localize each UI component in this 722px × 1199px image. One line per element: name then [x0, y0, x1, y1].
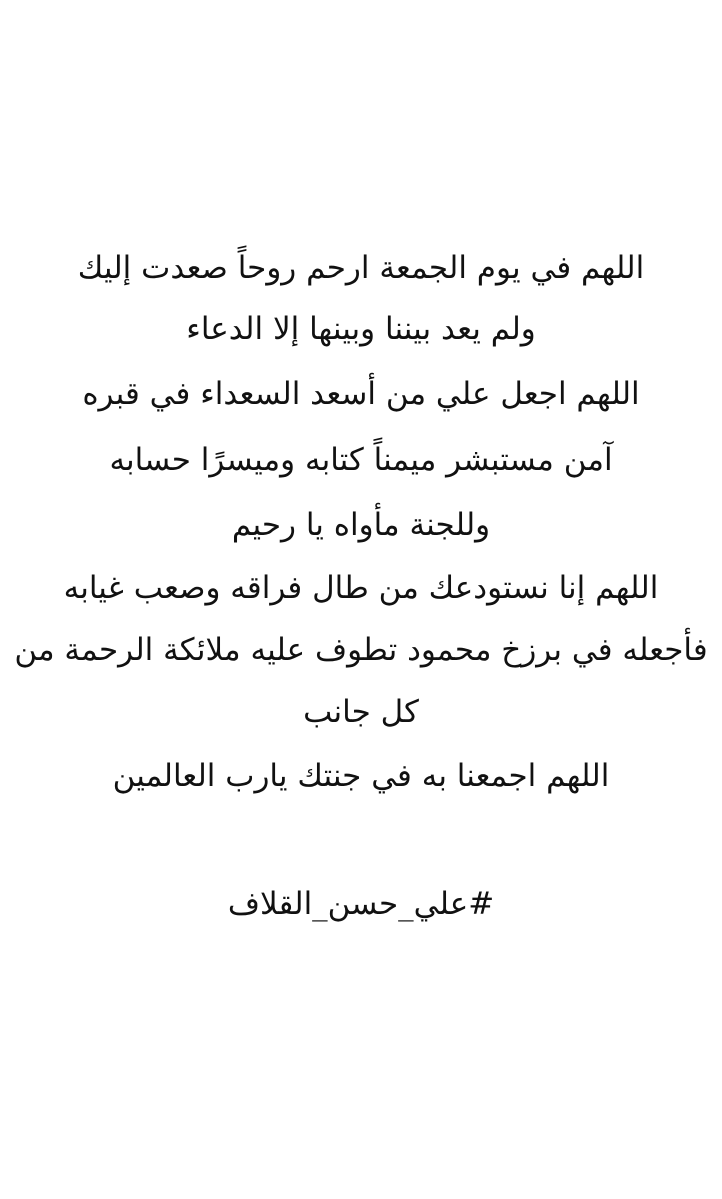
poem-line-5: وللجنة مأواه يا رحيم — [231, 507, 491, 543]
poem-line-1: اللهم في يوم الجمعة ارحم روحاً صعدت إليك — [77, 250, 645, 286]
poem-line-7: فأجعله في برزخ محمود تطوف عليه ملائكة الرحمة من — [14, 632, 708, 668]
author-hashtag: #علي_حسن_القلاف — [227, 886, 495, 922]
poem-line-4: آمن مستبشر ميمناً كتابه وميسرًا حسابه — [109, 442, 613, 478]
poem-line-8: كل جانب — [303, 694, 419, 730]
poem-line-6: اللهم إنا نستودعك من طال فراقه وصعب غيابه — [63, 570, 659, 606]
poem-line-2: ولم يعد بيننا وبينها إلا الدعاء — [186, 311, 536, 347]
poem-line-3: اللهم اجعل علي من أسعد السعداء في قبره — [82, 376, 640, 412]
poem-line-9: اللهم اجمعنا به في جنتك يارب العالمين — [112, 758, 610, 794]
